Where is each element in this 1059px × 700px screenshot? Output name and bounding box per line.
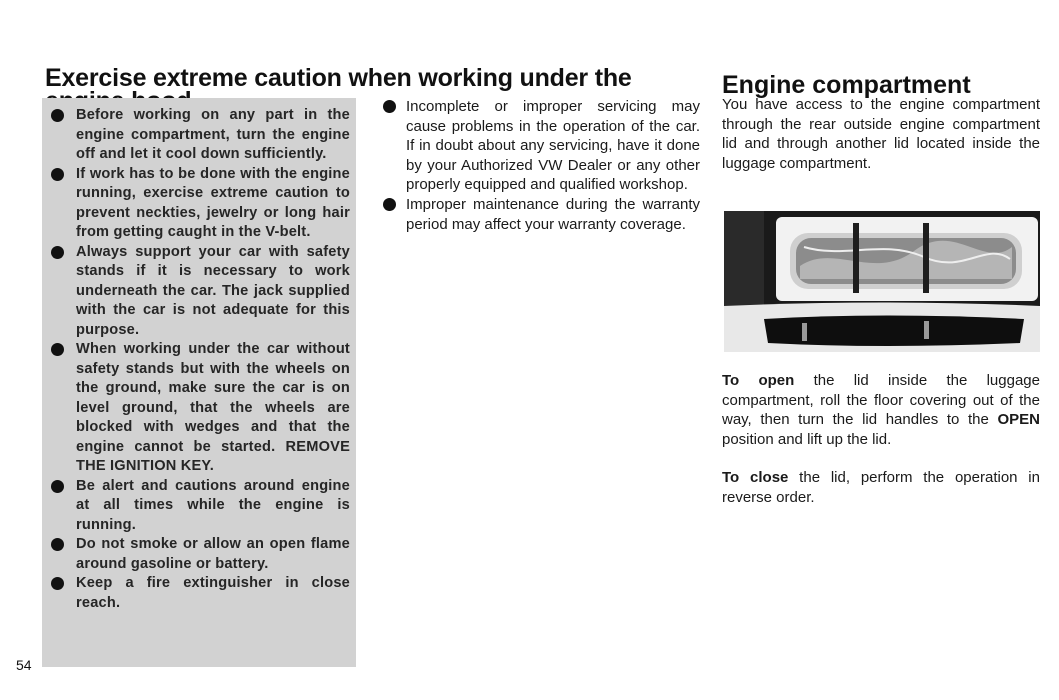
list-item: Do not smoke or allow an open flame around gasoline or battery. [48,535,350,574]
bullet-icon [51,343,64,356]
section-title: Engine compartment [722,70,971,99]
engine-lid-illustration [724,211,1040,352]
engine-intro [722,95,1040,173]
list-item: Keep a fire extinguisher in close reach. [48,574,350,613]
intro-paragraph: You have access to the engine compartment through the rear outside engine compartment lid and through another lid located inside the luggage compartment. [722,96,1040,172]
close-instruction: To close the lid, perform the operation in reverse order. [722,469,1040,506]
bullet-icon [51,109,64,122]
list-item: If work has to be done with the engine running, exercise extreme caution to prevent neckties, jewelry or long hair from getting caught in the V-belt. [48,165,350,243]
bullet-icon [51,246,64,259]
page-title: Exercise extreme caution when working under the [45,63,632,92]
list-item: When working under the car without safety stands but with the wheels on the ground, make sure the car is on level ground, that the wheels are blocked with wedges and that the engine cannot be started. REMOVE THE IGNITION KEY. [48,340,350,477]
warning-box [42,98,356,667]
bullet-icon [51,577,64,590]
bullet-icon [51,538,64,551]
list-item: Incomplete or improper servicing may cause problems in the operation of the car. If in doubt about any servicing, have it done by your Authorized VW Dealer or any other properly equipped and qualified workshop. [378,97,700,195]
list-item: Always support your car with safety stands if it is necessary to work underneath the car. The jack supplied with the car is not adequate for this purpose. [48,243,350,341]
servicing-notes [378,97,700,234]
page-number: 54 [16,657,32,673]
list-item: Improper maintenance during the warranty period may affect your warranty coverage. [378,195,700,234]
instructions [722,371,1040,527]
list-item: Be alert and cautions around engine at all times while the engine is running. [48,477,350,536]
engine-lid-photo [724,211,1040,352]
list-item: Before working on any part in the engine compartment, turn the engine off and let it cool down sufficiently. [48,106,350,165]
bullet-icon [51,480,64,493]
bullet-icon [383,198,396,211]
bullet-icon [383,100,396,113]
open-instruction: To open the lid inside the luggage compartment, roll the floor covering out of the way, then turn the lid handles to the OPEN position and lift up the lid. [722,372,1040,448]
warning-list [42,98,356,613]
servicing-list [378,97,700,234]
bullet-icon [51,168,64,181]
